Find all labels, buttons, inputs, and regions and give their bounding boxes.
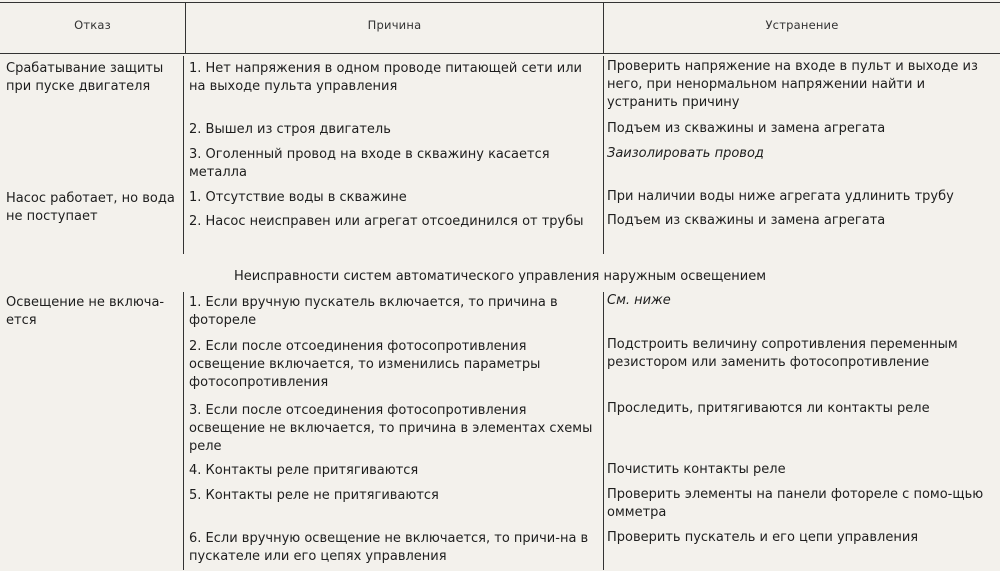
header-fault: Отказ <box>74 18 111 32</box>
remedy-cell: Подъем из скважины и замена агрегата <box>607 213 886 228</box>
remedy-cell: Проследить, притягиваются ли контакты реле <box>607 401 930 416</box>
cause-cell: 4. Контакты реле притягиваются <box>189 463 419 478</box>
remedy-cell: При наличии воды ниже агрегата удлинить трубу <box>607 189 954 204</box>
remedy-cell: Проверить напряжение на входе в пульт и выходе из него, при ненормальном напряжении найти и устранить причину <box>607 59 978 110</box>
cause-cell: 1. Если вручную пускатель включается, то причина в фотореле <box>189 295 558 328</box>
cause-cell: 6. Если вручную освещение не включается, то причи-на в пускателе или его цепях управления <box>189 531 589 564</box>
table-top-rule <box>0 2 1000 3</box>
remedy-cell: Подстроить величину сопротивления переменным резистором или заменить фотосопротивление <box>607 337 958 370</box>
fault-cell: Срабатывание защиты при пуске двигателя <box>6 61 164 94</box>
header-bottom-rule <box>0 53 1000 54</box>
remedy-cell: См. ниже <box>607 293 671 308</box>
cause-cell: 5. Контакты реле не притягиваются <box>189 488 439 503</box>
body-divider-1a <box>183 56 184 254</box>
cause-cell: 2. Если после отсоединения фотосопротивления освещение включается, то изменились параметры фотосопротивления <box>189 339 541 390</box>
fault-cell: Насос работает, но вода не поступает <box>6 191 175 224</box>
cause-cell: 2. Насос неисправен или агрегат отсоединился от трубы <box>189 214 584 229</box>
body-divider-2a <box>603 56 604 254</box>
remedy-cell: Подъем из скважины и замена агрегата <box>607 121 886 136</box>
header-remedy: Устранение <box>765 18 839 32</box>
cause-cell: 1. Нет напряжения в одном проводе питающей сети или на выходе пульта управления <box>189 61 582 94</box>
remedy-cell: Проверить элементы на панели фотореле с помо-щью омметра <box>607 487 984 520</box>
fault-cell: Освещение не включа-ется <box>6 295 165 328</box>
header-cause: Причина <box>367 18 422 32</box>
section-title: Неисправности систем автоматического управления наружным освещением <box>233 269 767 284</box>
remedy-cell: Почистить контакты реле <box>607 462 786 477</box>
cause-cell: 3. Оголенный провод на входе в скважину касается металла <box>189 147 550 180</box>
body-divider-2b <box>603 292 604 570</box>
cause-cell: 1. Отсутствие воды в скважине <box>189 190 407 205</box>
cause-cell: 2. Вышел из строя двигатель <box>189 122 391 137</box>
remedy-cell: Заизолировать провод <box>607 146 764 161</box>
body-divider-1b <box>183 292 184 570</box>
cause-cell: 3. Если после отсоединения фотосопротивления освещение не включается, то причина в элементах схемы реле <box>189 403 593 454</box>
remedy-cell: Проверить пускатель и его цепи управления <box>607 530 919 545</box>
